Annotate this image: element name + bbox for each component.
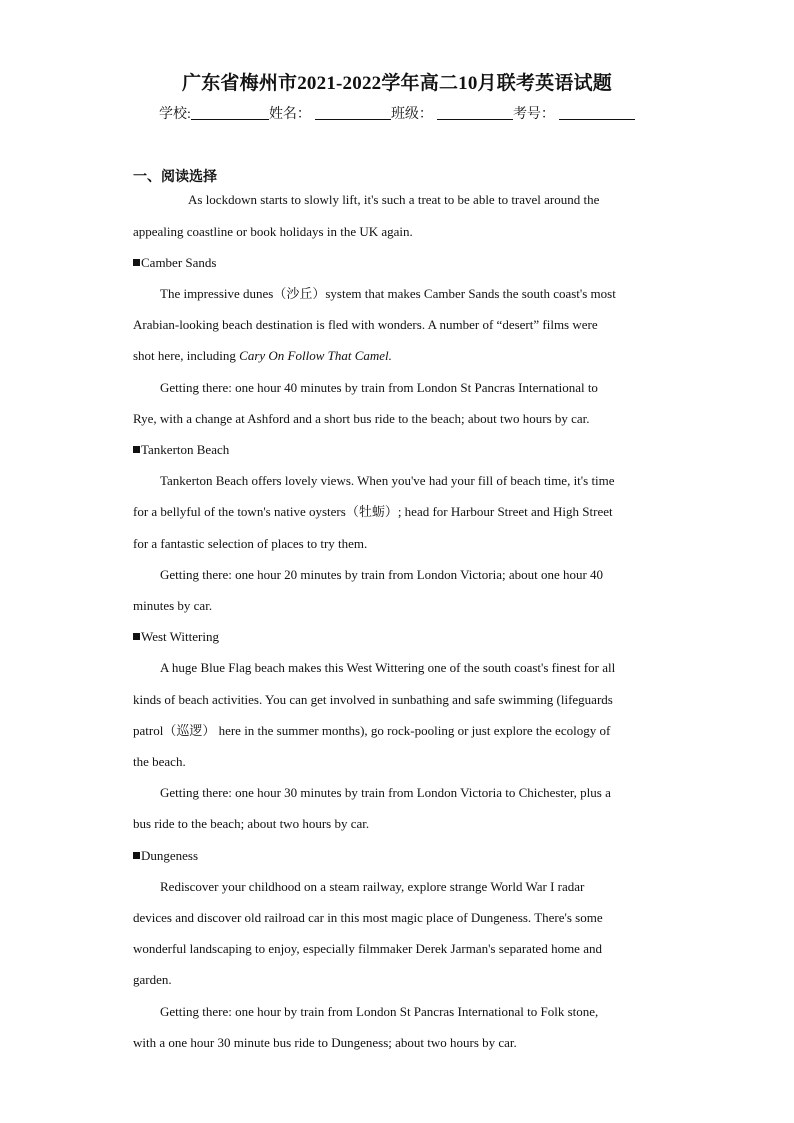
square-bullet-icon (133, 852, 140, 859)
square-bullet-icon (133, 446, 140, 453)
page-title: 广东省梅州市2021-2022学年高二10月联考英语试题 (182, 73, 612, 94)
school-blank[interactable] (191, 105, 269, 120)
section-title: 一、阅读选择 (133, 170, 217, 185)
film-title: Cary On Follow That Camel. (239, 348, 392, 363)
getting-there-line: minutes by car. (133, 598, 213, 613)
getting-there-line: Rye, with a change at Ashford and a short bus ride to the beach; about two hours by car. (133, 411, 590, 426)
place-name: Camber Sands (141, 255, 217, 270)
exam-number-blank[interactable] (559, 105, 635, 120)
paragraph-line: The impressive dunes（沙丘）system that makes Camber Sands the south coast's most (160, 286, 616, 301)
place-name: West Wittering (141, 629, 219, 644)
school-label: 学校: (159, 107, 191, 122)
place-heading-camber-sands (133, 255, 216, 271)
paragraph-line: devices and discover old railroad car in this most magic place of Dungeness. There's some (133, 910, 603, 925)
class-label: 班级： (390, 107, 433, 122)
getting-there-line: Getting there: one hour 20 minutes by train from London Victoria; about one hour 40 (160, 567, 604, 582)
paragraph-line: kinds of beach activities. You can get involved in sunbathing and safe swimming (lifeguards (133, 692, 613, 707)
getting-there-line: bus ride to the beach; about two hours by car. (133, 816, 370, 831)
place-heading-tankerton-beach (133, 442, 229, 458)
square-bullet-icon (133, 259, 140, 266)
intro-line-2: appealing coastline or book holidays in the UK again. (133, 224, 413, 239)
place-name: Dungeness (141, 848, 199, 863)
paragraph-line: A huge Blue Flag beach makes this West Wittering one of the south coast's finest for all (160, 660, 616, 675)
getting-there-line: Getting there: one hour 30 minutes by train from London Victoria to Chichester, plus a (160, 785, 611, 800)
place-name: Tankerton Beach (141, 442, 230, 457)
paragraph-line: for a bellyful of the town's native oysters（牡蛎）; head for Harbour Street and High Street (133, 504, 613, 519)
paragraph-line: Arabian-looking beach destination is fled with wonders. A number of “desert” films were (133, 317, 598, 332)
name-label: 姓名： (268, 107, 311, 122)
getting-there-line: with a one hour 30 minute bus ride to Dungeness; about two hours by car. (133, 1035, 517, 1050)
paragraph-text: shot here, including (133, 348, 240, 363)
student-info-line (0, 103, 794, 123)
name-blank[interactable] (315, 105, 391, 120)
class-blank[interactable] (437, 105, 513, 120)
paragraph-line: patrol（巡逻） here in the summer months), go rock-pooling or just explore the ecology of (133, 723, 611, 738)
paragraph-line: for a fantastic selection of places to try them. (133, 536, 368, 551)
getting-there-line: Getting there: one hour by train from London St Pancras International to Folk stone, (160, 1004, 599, 1019)
paragraph-line: garden. (133, 972, 172, 987)
paragraph-line: wonderful landscaping to enjoy, especially filmmaker Derek Jarman's separated home and (133, 941, 602, 956)
place-heading-west-wittering (133, 629, 219, 645)
paragraph-line: Tankerton Beach offers lovely views. When you've had your fill of beach time, it's time (160, 473, 615, 488)
square-bullet-icon (133, 633, 140, 640)
intro-line-1: As lockdown starts to slowly lift, it's such a treat to be able to travel around the (188, 192, 600, 207)
exam-number-label: 考号： (512, 107, 555, 122)
paragraph-line: the beach. (133, 754, 186, 769)
paragraph-line (133, 348, 392, 364)
place-heading-dungeness (133, 848, 198, 864)
getting-there-line: Getting there: one hour 40 minutes by train from London St Pancras International to (160, 380, 598, 395)
paragraph-line: Rediscover your childhood on a steam railway, explore strange World War I radar (160, 879, 585, 894)
